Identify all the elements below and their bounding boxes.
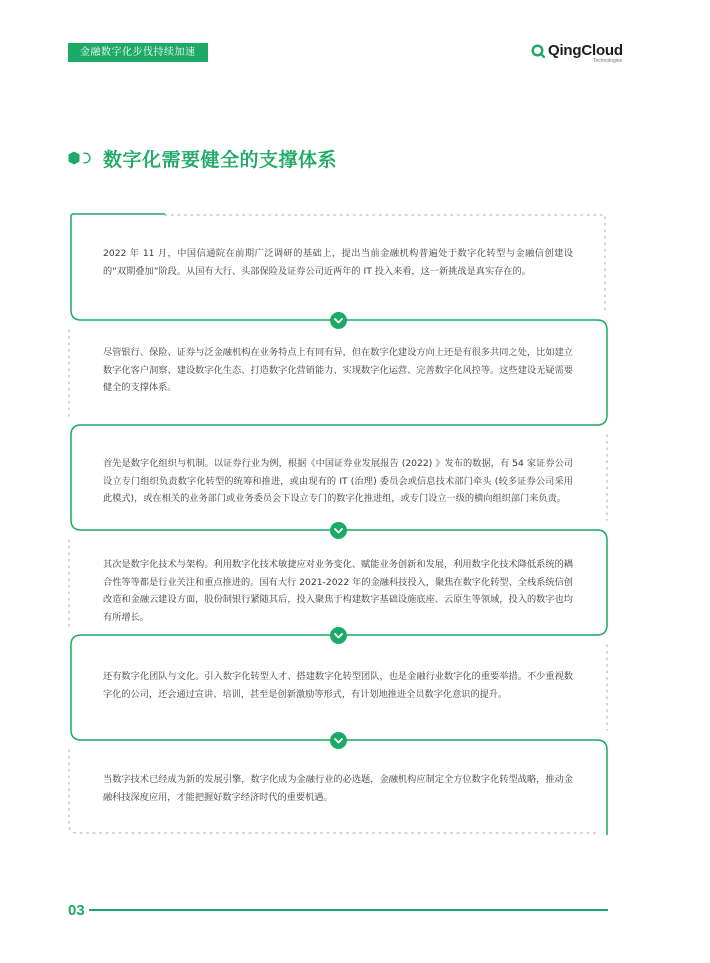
paragraph-conclusion: 当数字技术已经成为新的发展引擎，数字化成为金融行业的必选题，金融机构应制定全方位数字化转型战略，推动金融科技深度应用，才能把握好数字经济时代的重要机遇。	[103, 774, 573, 803]
section-title: 数字化需要健全的支撑体系	[103, 149, 338, 171]
paragraph-common-ground: 尽管银行、保险、证券与泛金融机构在业务特点上有同有异，但在数字化建设方向上还是有很多共同之处，比如建立数字化客户洞察、建设数字化生态、打造数字化营销能力、实现数字化运营、完善数字化风控等。这些建设无疑需要健全的支撑体系。	[103, 347, 573, 393]
paragraph-team-culture: 还有数字化团队与文化。引入数字化转型人才、搭建数字化转型团队，也是金融行业数字化的重要举措。不少重视数字化的公司，还会通过宣讲、培训，甚至是创新激励等形式，有计划地推进全员数字化意识的提升。	[103, 671, 573, 700]
page-number: 03	[68, 902, 85, 919]
footer-rule	[89, 909, 608, 911]
paragraph-organization: 首先是数字化组织与机制。以证券行业为例，根据《中国证券业发展报告 (2022) 》发布的数据，有 54 家证券公司设立专门组织负责数字化转型的统筹和推进，或由现有的 IT (治理) 委员会或信息技术部门牵头 (较多证券公司采用此模式)，或在相关的业务部门或业务委员会下设立专门的数字化推进组，或专门设立一级的横向组织部门来负责。	[103, 458, 573, 504]
chevron-down-icon	[330, 732, 347, 749]
logo-subtitle: Technologies	[593, 58, 623, 64]
logo-name: QingCloud	[548, 42, 623, 59]
paragraph-intro: 2022 年 11 月，中国信通院在前期广泛调研的基础上，提出当前金融机构普遍处于数字化转型与金融信创建设的“双期叠加”阶段。从国有大行、头部保险及证券公司近两年的 IT 投入来看，这一新挑战是真实存在的。	[103, 248, 573, 277]
paragraph-technology: 其次是数字化技术与架构。利用数字化技术敏捷应对业务变化、赋能业务创新和发展，利用数字化技术降低系统的耦合性等等都是行业关注和重点推进的。国有大行 2021-2022 年的金融科技投入，聚焦在数字化转型、全栈系统信创改造和金融云建设方面，股份制银行紧随其后，投入聚焦于构建数字基础设施底座、云原生等领域，投入的数字也均有所增长。	[103, 559, 573, 623]
chevron-down-icon	[330, 312, 347, 329]
chevron-down-icon	[330, 522, 347, 539]
header-tag: 金融数字化步伐持续加速	[68, 43, 208, 62]
chevron-down-icon	[330, 627, 347, 644]
